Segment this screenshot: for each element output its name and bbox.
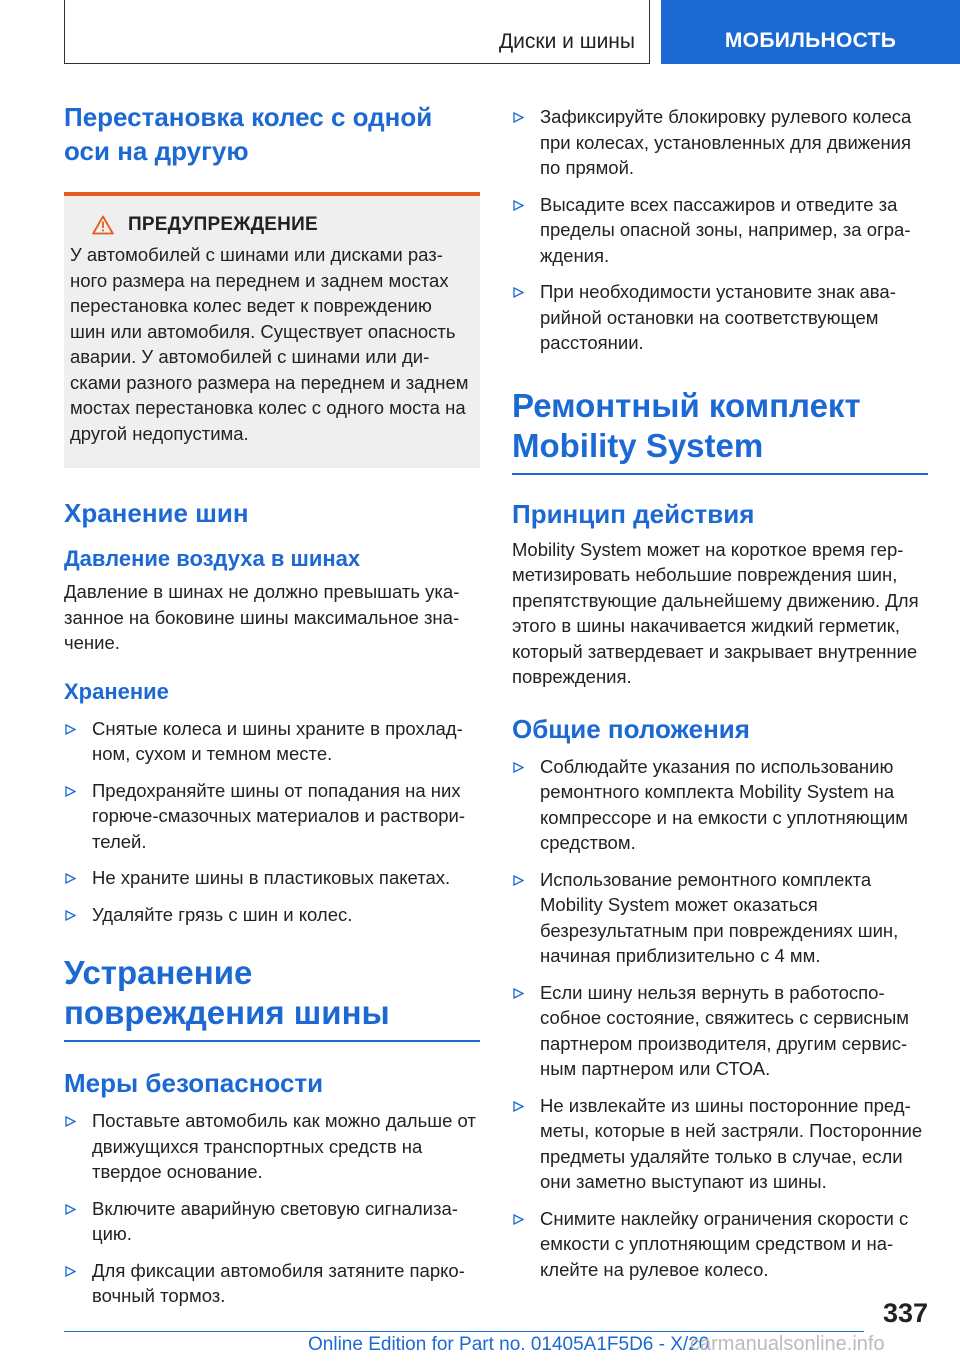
section-title: Диски и шины xyxy=(498,30,635,53)
list-item: Предохраняйте шины от попадания на них горюче-смазочных материалов и растворителей. xyxy=(64,778,480,855)
edition-text: Online Edition for Part no. 01405A1F5D6 - X/20 xyxy=(308,1334,710,1355)
warning-icon xyxy=(92,215,114,235)
list-item: Включите аварийную световую сигнализацию. xyxy=(64,1196,480,1247)
general-list xyxy=(512,754,928,1283)
chapter-tab[interactable]: МОБИЛЬНОСТЬ xyxy=(661,0,960,64)
principle-text: Mobility System может на короткое время герметизировать небольшие повреждения шин, препятствующие дальнейшему движению. Для этого в шины накачивается жидкий герметик, который затвердевает и закрывает внутренние повреждения. xyxy=(512,538,919,687)
list-item: Соблюдайте указания по использованию ремонтного комплекта Mobility System на компрессоре и на емкости с уплотняющим средством. xyxy=(512,754,928,856)
list-item: Высадите всех пассажиров и отведите за пределы опасной зоны, например, за ограждения. xyxy=(512,192,928,269)
warning-box xyxy=(64,192,480,468)
list-item: Поставьте автомобиль как можно дальше от движущихся транспортных средств на твердое основание. xyxy=(64,1108,480,1185)
bullet-triangle-icon xyxy=(513,762,524,773)
bullet-triangle-icon xyxy=(65,786,76,797)
list-item: Зафиксируйте блокировку рулевого колеса при колесах, установленных для движения по прямой. xyxy=(512,104,928,181)
bullet-triangle-icon xyxy=(513,287,524,298)
store-list xyxy=(64,716,480,928)
store-heading: Хранение xyxy=(64,678,169,704)
warning-header xyxy=(92,214,470,236)
rotation-heading: Перестановка колес с одной оси на другую xyxy=(64,102,433,166)
list-item: Удаляйте грязь с шин и колес. xyxy=(64,902,480,928)
safety-list xyxy=(64,1108,480,1309)
bullet-triangle-icon xyxy=(65,1266,76,1277)
general-heading: Общие положения xyxy=(512,713,750,744)
bullet-triangle-icon xyxy=(513,988,524,999)
warning-text: У автомобилей с шинами или дисками разного размера на переднем и заднем мостах перестановка колес ведет к повреждению шин или автомобиля. Существует опасность аварии. У автомобилей с шинами или дисками разного размера на переднем и заднем мостах перестановка колес с одного моста на другой недопустима. xyxy=(70,244,469,444)
damage-heading: Устранение повреждения шины xyxy=(64,953,480,1042)
kit-heading: Ремонтный комплект Mobility System xyxy=(512,386,928,475)
pressure-text: Давление в шинах не должно превышать указанное на боковине шины максимальное значение. xyxy=(64,581,460,653)
bullet-triangle-icon xyxy=(513,200,524,211)
bullet-triangle-icon xyxy=(513,875,524,886)
bullet-triangle-icon xyxy=(65,873,76,884)
bullet-triangle-icon xyxy=(65,910,76,921)
safety-heading: Меры безопасности xyxy=(64,1068,324,1098)
pressure-heading: Давление воздуха в шинах xyxy=(64,546,361,571)
list-item: Для фиксации автомобиля затяните парковочный тормоз. xyxy=(64,1258,480,1309)
list-item: Если шину нельзя вернуть в работоспособное состояние, свяжитесь с сервисным партнером производителя, другим сервисным партнером или СТОА. xyxy=(512,980,928,1082)
bullet-triangle-icon xyxy=(65,724,76,735)
watermark-text: carmanualsonline.info xyxy=(690,1333,885,1355)
bullet-triangle-icon xyxy=(513,1214,524,1225)
list-item: Не храните шины в пластиковых пакетах. xyxy=(64,865,480,891)
bullet-triangle-icon xyxy=(513,1101,524,1112)
bullet-triangle-icon xyxy=(65,1116,76,1127)
list-item: Использование ремонтного комплекта Mobility System может оказаться безрезультатным при повреждениях шин, начиная приблизительно с 4 мм. xyxy=(512,867,928,969)
footer-rule xyxy=(64,1331,864,1332)
left-column xyxy=(64,100,480,1320)
list-item: Не извлекайте из шины посторонние предметы, которые в ней застряли. Посторонние предметы удаляйте только в случае, если они заметно выступают из шины. xyxy=(512,1093,928,1195)
page-number: 337 xyxy=(882,1298,928,1328)
principle-heading: Принцип действия xyxy=(512,498,755,529)
list-item: Снимите наклейку ограничения скорости с емкости с уплотняющим средством и наклейте на рулевое колесо. xyxy=(512,1206,928,1283)
bullet-triangle-icon xyxy=(65,1204,76,1215)
warning-label: ПРЕДУПРЕЖДЕНИЕ xyxy=(128,214,318,235)
right-column xyxy=(512,104,928,1293)
list-item: При необходимости установите знак аварийной остановки на соответствующем расстоянии. xyxy=(512,279,928,356)
list-item: Снятые колеса и шины храните в прохладном, сухом и темном месте. xyxy=(64,716,480,767)
bullet-triangle-icon xyxy=(513,112,524,123)
header-section-box xyxy=(64,0,650,64)
preparation-list xyxy=(512,104,928,356)
storage-heading: Хранение шин xyxy=(64,498,249,528)
